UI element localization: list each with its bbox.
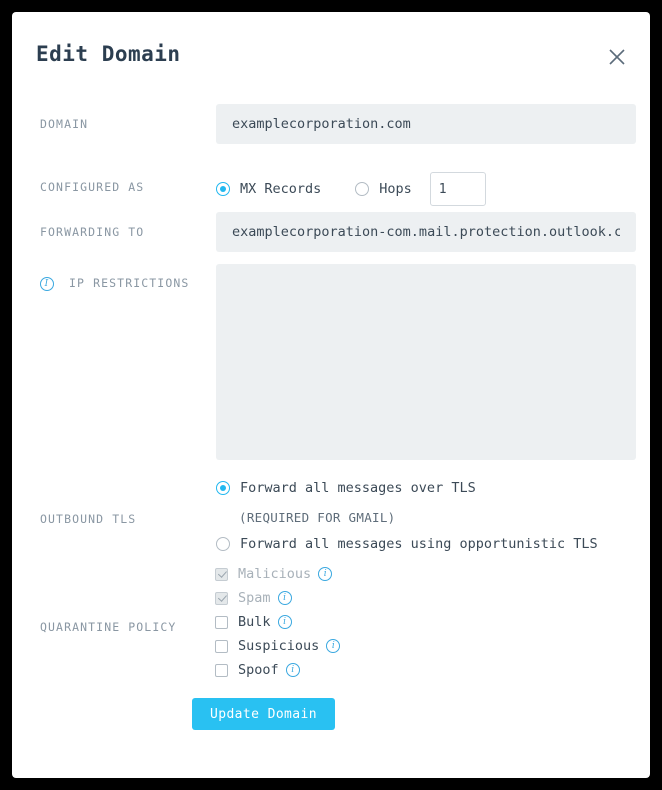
radio-hops[interactable] [355, 182, 369, 196]
hops-input[interactable] [430, 172, 486, 206]
info-icon[interactable]: i [326, 639, 340, 653]
checkbox-spoof[interactable] [215, 664, 228, 677]
checkbox-spam[interactable] [215, 592, 228, 605]
checkbox-bulk-label: Bulk [238, 614, 271, 630]
radio-tls-required[interactable] [216, 481, 230, 495]
close-icon[interactable] [604, 44, 630, 70]
quarantine-policy-label: QUARANTINE POLICY [40, 620, 177, 634]
list-item[interactable] [215, 634, 340, 658]
domain-label: DOMAIN [40, 117, 89, 131]
edit-domain-dialog [12, 12, 650, 778]
checkbox-malicious[interactable] [215, 568, 228, 581]
forwarding-to-input[interactable] [216, 212, 636, 252]
update-domain-button[interactable]: Update Domain [192, 698, 335, 730]
info-icon[interactable]: I [40, 277, 54, 291]
configured-as-label: CONFIGURED AS [40, 180, 145, 194]
ip-restrictions-label: IP RESTRICTIONS [69, 276, 190, 290]
ip-restrictions-row [36, 264, 628, 460]
radio-tls-opportunistic[interactable] [216, 537, 230, 551]
outbound-tls-label: OUTBOUND TLS [40, 512, 137, 526]
checkbox-malicious-label: Malicious [238, 566, 312, 582]
checkbox-spam-label: Spam [238, 590, 271, 606]
forwarding-to-row [36, 212, 628, 252]
list-item[interactable] [215, 562, 340, 586]
domain-row [36, 104, 628, 144]
outbound-tls-row [36, 474, 628, 560]
checkbox-suspicious[interactable] [215, 640, 228, 653]
list-item[interactable] [215, 586, 340, 610]
configured-as-row [36, 164, 628, 208]
domain-input[interactable] [216, 104, 636, 144]
radio-tls-required-label: Forward all messages over TLS [240, 480, 476, 496]
ip-restrictions-textarea[interactable] [216, 264, 636, 460]
info-icon[interactable]: i [278, 615, 292, 629]
radio-hops-label: Hops [379, 181, 412, 197]
checkbox-bulk[interactable] [215, 616, 228, 629]
checkbox-suspicious-label: Suspicious [238, 638, 320, 654]
page-title: Edit Domain [36, 42, 181, 66]
radio-mx-records-label: MX Records [240, 181, 322, 197]
forwarding-to-label: FORWARDING TO [40, 225, 145, 239]
list-item[interactable] [215, 610, 340, 634]
list-item[interactable] [215, 658, 340, 682]
quarantine-policy-row [36, 562, 628, 686]
radio-mx-records[interactable] [216, 182, 230, 196]
tls-required-note: (REQUIRED FOR GMAIL) [239, 510, 396, 525]
radio-tls-opportunistic-label: Forward all messages using opportunistic TLS [240, 536, 598, 552]
checkbox-spoof-label: Spoof [238, 662, 279, 678]
info-icon[interactable]: i [278, 591, 292, 605]
info-icon[interactable]: i [318, 567, 332, 581]
info-icon[interactable]: i [286, 663, 300, 677]
